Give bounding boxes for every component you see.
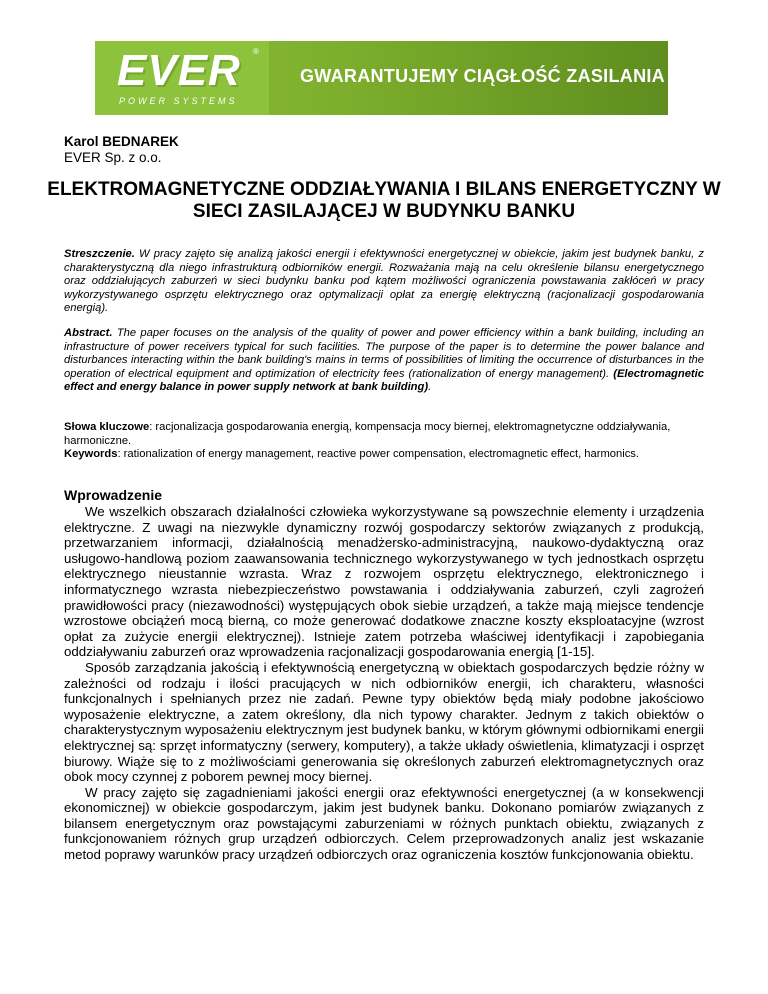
keywords-pl [64, 421, 704, 448]
registered-mark: ® [253, 47, 259, 56]
logo-tagline: POWER SYSTEMS [119, 96, 238, 106]
author-first-name: Karol [64, 134, 99, 149]
header-banner [95, 41, 668, 115]
abstract-text: The paper focuses on the analysis of the quality of power and power efficiency within a bank building, including an infrastructure of power receivers typical for such facilities. The purpose of the paper is to determine the power balance and disturbances interacting within the bank building's mains in terms of possibilities of limiting the occurrence of disturbances in the operation of electrical equipment and optimization of electricity fees (rationalization of energy management). [64, 327, 704, 380]
keywords-pl-label: Słowa kluczowe [64, 421, 150, 433]
author-last-name: BEDNAREK [102, 134, 179, 149]
streszczenie-paragraph [64, 248, 704, 316]
ever-logo [95, 41, 269, 115]
section-body [64, 504, 704, 863]
body-paragraph: We wszelkich obszarach działalności człowieka wykorzystywane są powszechnie elementy i urządzenia elektryczne. Z uwagi na niezwykle dynamiczny rozwój gospodarczy sektorów związanych z produkcją, przetwarzaniem informacji, działalnością menadżersko-administracyjną, naukowo-dydaktyczną oraz usługowo-handlową poziom zaawansowania technicznego wykorzystywanego w tych jednostkach osprzętu elektrycznego nieustannie wzrasta. Wraz z rozwojem osprzętu elektrycznego, elektronicznego i informatycznego wzrasta niebezpieczeństwo powstawania i oddziaływania zaburzeń, czyli zagrożeń prawidłowości pracy (niezawodności) występujących obok siebie urządzeń, a także mają miejsce tendencje wzrostowe obciążeń mocą bierną, co może generować dodatkowe znaczne koszty eksploatacyjne (wzrost opłat za zużycie energii elektrycznej). Istnieje zatem potrzeba właściwej identyfikacji i zapobiegania oddziaływaniu zaburzeń oraz wprowadzenia racjonalizacji gospodarowania energią [1-15]. [64, 504, 704, 660]
streszczenie-text: W pracy zajęto się analizą jakości energii i efektywności energetycznej w obiekcie, jakim jest budynek banku, z charakterystyczną dla niego infrastrukturą odbiorników energii. Rozważania mają na celu określenie bilansu energetycznego oraz oddziałujących zaburzeń w sieci budynku banku pod kątem możliwości ograniczenia powstawania zakłóceń w pracy wykorzystywanego osprzętu elektrycznego oraz optymalizacji opłat za energię elektryczną (racjonalizacji gospodarowania energią). [64, 248, 704, 314]
logo-wordmark: EVER [117, 46, 241, 95]
streszczenie-label: Streszczenie. [64, 248, 135, 260]
section-heading: Wprowadzenie [64, 487, 163, 503]
keywords-en [64, 448, 704, 462]
author-name [64, 134, 179, 150]
abstract-label: Abstract. [64, 327, 113, 339]
keywords-pl-text: : racjonalizacja gospodarowania energią, kompensacja mocy biernej, elektromagnetyczne oddziaływania, harmoniczne. [64, 421, 671, 447]
abstract-english-title: (Electromagnetic effect and energy balance in power supply network at bank building) [64, 367, 704, 393]
banner-slogan: GWARANTUJEMY CIĄGŁOŚĆ ZASILANIA [300, 66, 665, 86]
author-block [64, 134, 179, 166]
paper-title: ELEKTROMAGNETYCZNE ODDZIAŁYWANIA I BILANS ENERGETYCZNY W SIECI ZASILAJĄCEJ W BUDYNKU BANKU [47, 179, 721, 222]
body-paragraph: Sposób zarządzania jakością i efektywnością energetyczną w obiektach gospodarczych będzie różny w zależności od rodzaju i ilości pracujących w nich odbiorników energii, ich charakteru, własności funkcjonalnych i spełnianych przez nie zadań. Pewne typy obiektów będą miały podobne jakościowo wyposażenie elektryczne, a zatem określony, dla nich typowy charakter. Jednym z takich obiektów o charakterystycznym wyposażeniu elektrycznym jest budynek banku, w którym głównymi odbiornikami energii elektrycznej są: sprzęt informatyczny (serwery, komputery), a także układy oświetlenia, klimatyzacji i osprzęt biurowy. Wiąże się to z możliwościami generowania się określonych zaburzeń elektromagnetycznych oraz obok mocy czynnej z poborem pewnej mocy biernej. [64, 659, 704, 785]
keywords-en-text: : rationalization of energy management, reactive power compensation, electromagnetic effect, harmonics. [117, 448, 639, 460]
author-affiliation: EVER Sp. z o.o. [64, 150, 162, 165]
abstract-end: . [428, 381, 432, 393]
keywords-en-label: Keywords [64, 448, 118, 460]
body-paragraph: W pracy zajęto się zagadnieniami jakości energii oraz efektywności energetycznej (a w konsekwencji ekonomicznej) w obiekcie gospodarczym, jakim jest budynek banku. Dokonano pomiarów związanych z bilansem energetycznym oraz powstającymi zaburzeniami w różnych punktach obiektu, związanych z funkcjonowaniem różnych grup urządzeń odbiorczych. Celem przeprowadzonych analiz jest wskazanie metod poprawy warunków pracy urządzeń odbiorczych oraz ograniczenia kosztów funkcjonowania obiektu. [64, 784, 704, 863]
abstract-paragraph [64, 327, 704, 395]
